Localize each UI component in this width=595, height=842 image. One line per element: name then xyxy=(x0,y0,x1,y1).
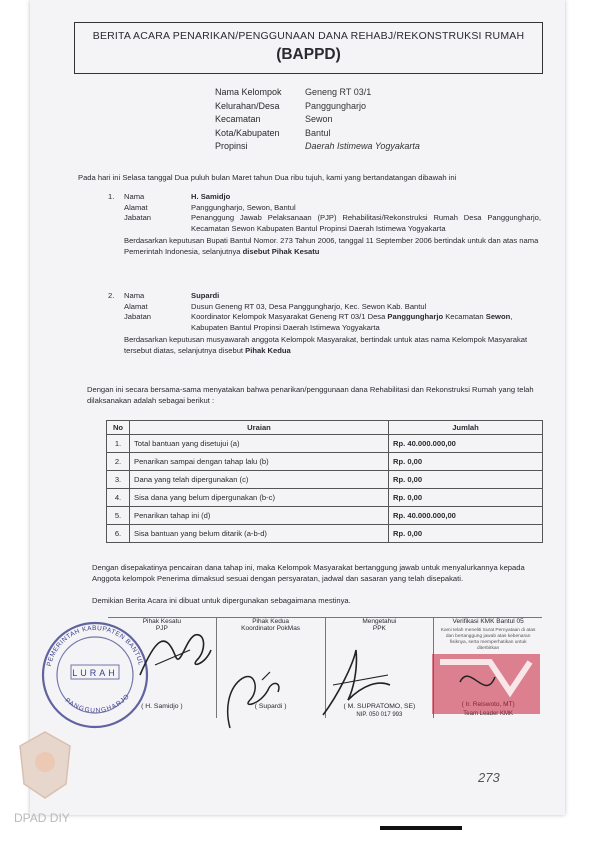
page-number: 273 xyxy=(478,770,500,785)
party-one-basis: Berdasarkan keputusan Bupati Bantul Nomor. 273 Tahun 2006, tanggal 11 September 2006 bertindak untuk dan atas nama Pemerintah Indonesia, selanjutnya disebut Pihak Kesatu xyxy=(124,236,539,256)
svg-text:PANGGUNGHARJO: PANGGUNGHARJO xyxy=(63,692,132,715)
header-uraian: Uraian xyxy=(130,421,389,435)
signature-nip: NIP. 050 017 993 xyxy=(356,712,403,718)
signature-verification: Verifikasi KMK Bantul 05 Kami telah meneliti Surat Pernyataan di atas dan bertanggung jawab atas kebenaran fisiknya, serta memperhatikan untuk diterbitkan xyxy=(434,618,542,718)
party-two-basis: Berdasarkan keputusan musyawarah anggota Kelompok Masyarakat, bertindak untuk atas nama Kelompok Masyarakat tersebut diatas, selanjutnya disebut Pihak Kedua xyxy=(124,335,528,355)
header-jumlah: Jumlah xyxy=(389,421,543,435)
svg-text:LURAH: LURAH xyxy=(72,668,118,678)
party-two: 2. Nama Supardi Alamat Dusun Geneng RT 03, Desa Panggungharjo, Kec. Sewon Kab. Bantul Jabatan Koordinator Kelompok Masyarakat Geneng RT 03/1 Desa Panggungharjo Kecamatan Sewon, Kabupaten Bantul Propinsi Daerah Istimewa Yogyakarta Berdasarkan keputusan musyawarah anggota Kelompok Masyarakat, bertindak untuk atas nama Kelompok Masyarakat tersebut diatas, selanjutnya disebut Pihak Kedua xyxy=(108,291,544,357)
signature-ppk: Mengetahui PPK ( M. SUPRATOMO, SE) NIP. 050 017 993 xyxy=(326,618,435,718)
header-no: No xyxy=(107,421,130,435)
info-row: Kecamatan Sewon xyxy=(215,114,333,124)
closing-remark: Demikian Berita Acara ini dibuat untuk dipergunakan sebagaimana mestinya. xyxy=(92,596,351,605)
table-row: 1. Total bantuan yang disetujui (a) Rp. 40.000.000,00 xyxy=(107,435,543,453)
svg-text:PEMERINTAH KABUPATEN BANTUL: PEMERINTAH KABUPATEN BANTUL xyxy=(45,624,144,668)
signature-two-scribble xyxy=(220,650,300,730)
group-info xyxy=(215,86,420,154)
party-one-name: H. Samidjo xyxy=(191,192,231,201)
info-row: Kelurahan/Desa Panggungharjo xyxy=(215,100,367,111)
signature-party-two: Pihak Kedua Koordinator PokMas ( Supardi ) xyxy=(217,618,326,718)
table-row: 6. Sisa bantuan yang belum ditarik (a-b-d) Rp. 0,00 xyxy=(107,525,543,543)
party-two-name: Supardi xyxy=(191,291,220,300)
table-row: 2. Penarikan sampai dengan tahap lalu (b) Rp. 0,00 xyxy=(107,453,543,471)
closing-text: Dengan disepakatinya pencairan dana tahap ini, maka Kelompok Masyarakat bertanggung jawab untuk menyalurkannya kepada Anggota kelompok Penerima dimaksud sesuai dengan persyaratan, jadwal dan sasaran yang telah disepakati. xyxy=(92,563,525,583)
table-row: 4. Sisa dana yang belum dipergunakan (b-c) Rp. 0,00 xyxy=(107,489,543,507)
signature-three-scribble xyxy=(318,645,398,720)
fund-table xyxy=(106,420,543,543)
party-one: 1. Nama H. Samidjo Alamat Panggungharjo, Sewon, Bantul Jabatan Penanggung Jawab Pelaksanaan (PJP) Rehabilitasi/Rekonstruksi Rumah Desa Panggungharjo, Kecamatan Sewon Kabupaten Bantul Propinsi Daerah Istimewa Yogyakarta Berdasarkan keputusan Bupati Bantul Nomor. 273 Tahun 2006, tanggal 11 September 2006 bertindak untuk dan atas nama Pemerintah Indonesia, selanjutnya disebut Pihak Kesatu xyxy=(108,192,544,258)
title-box xyxy=(74,22,543,74)
verification-note: Kami telah meneliti Surat Pernyataan di atas dan bertanggung jawab atas kebenaran fisiknya, serta memperhatikan untuk diterbitkan xyxy=(440,628,536,651)
verification-stamp xyxy=(430,652,542,716)
document-abbrev: (BAPPD) xyxy=(276,46,341,63)
info-row: Nama Kelompok Geneng RT 03/1 xyxy=(215,87,372,97)
table-header-row xyxy=(107,421,543,435)
statement-text: Dengan ini secara bersama-sama menyatakan bahwa penarikan/penggunaan dana Rehabilitasi dan Rekonstruksi Rumah yang telah dilaksanakan adalah sebagai berikut : xyxy=(87,385,534,405)
archive-watermark: DPAD DIY xyxy=(14,811,70,825)
signature-name: ( H. Samidjo ) xyxy=(141,703,183,710)
signature-party-one: Pihak Kesatu PJP ( H. Samidjo ) xyxy=(108,618,217,718)
signature-name: ( Supardi ) xyxy=(254,703,287,710)
info-row: Propinsi Daerah Istimewa Yogyakarta xyxy=(215,141,420,151)
signature-one-scribble xyxy=(135,620,215,690)
emblem-watermark xyxy=(14,728,76,802)
signature-name: ( M. SUPRATOMO, SE) xyxy=(343,703,416,710)
info-row: Kota/Kabupaten Bantul xyxy=(215,127,331,138)
document-title: BERITA ACARA PENARIKAN/PENGGUNAAN DANA REHABJ/REKONSTRUKSI RUMAH xyxy=(92,30,525,42)
intro-text: Pada hari ini Selasa tanggal Dua puluh bulan Maret tahun Dua ribu tujuh, kami yang bertandatangan dibawah ini xyxy=(78,173,457,182)
table-row: 5. Penarikan tahap ini (d) Rp. 40.000.000,00 xyxy=(107,507,543,525)
table-row: 3. Dana yang telah dipergunakan (c) Rp. 0,00 xyxy=(107,471,543,489)
scan-bar xyxy=(380,826,462,830)
